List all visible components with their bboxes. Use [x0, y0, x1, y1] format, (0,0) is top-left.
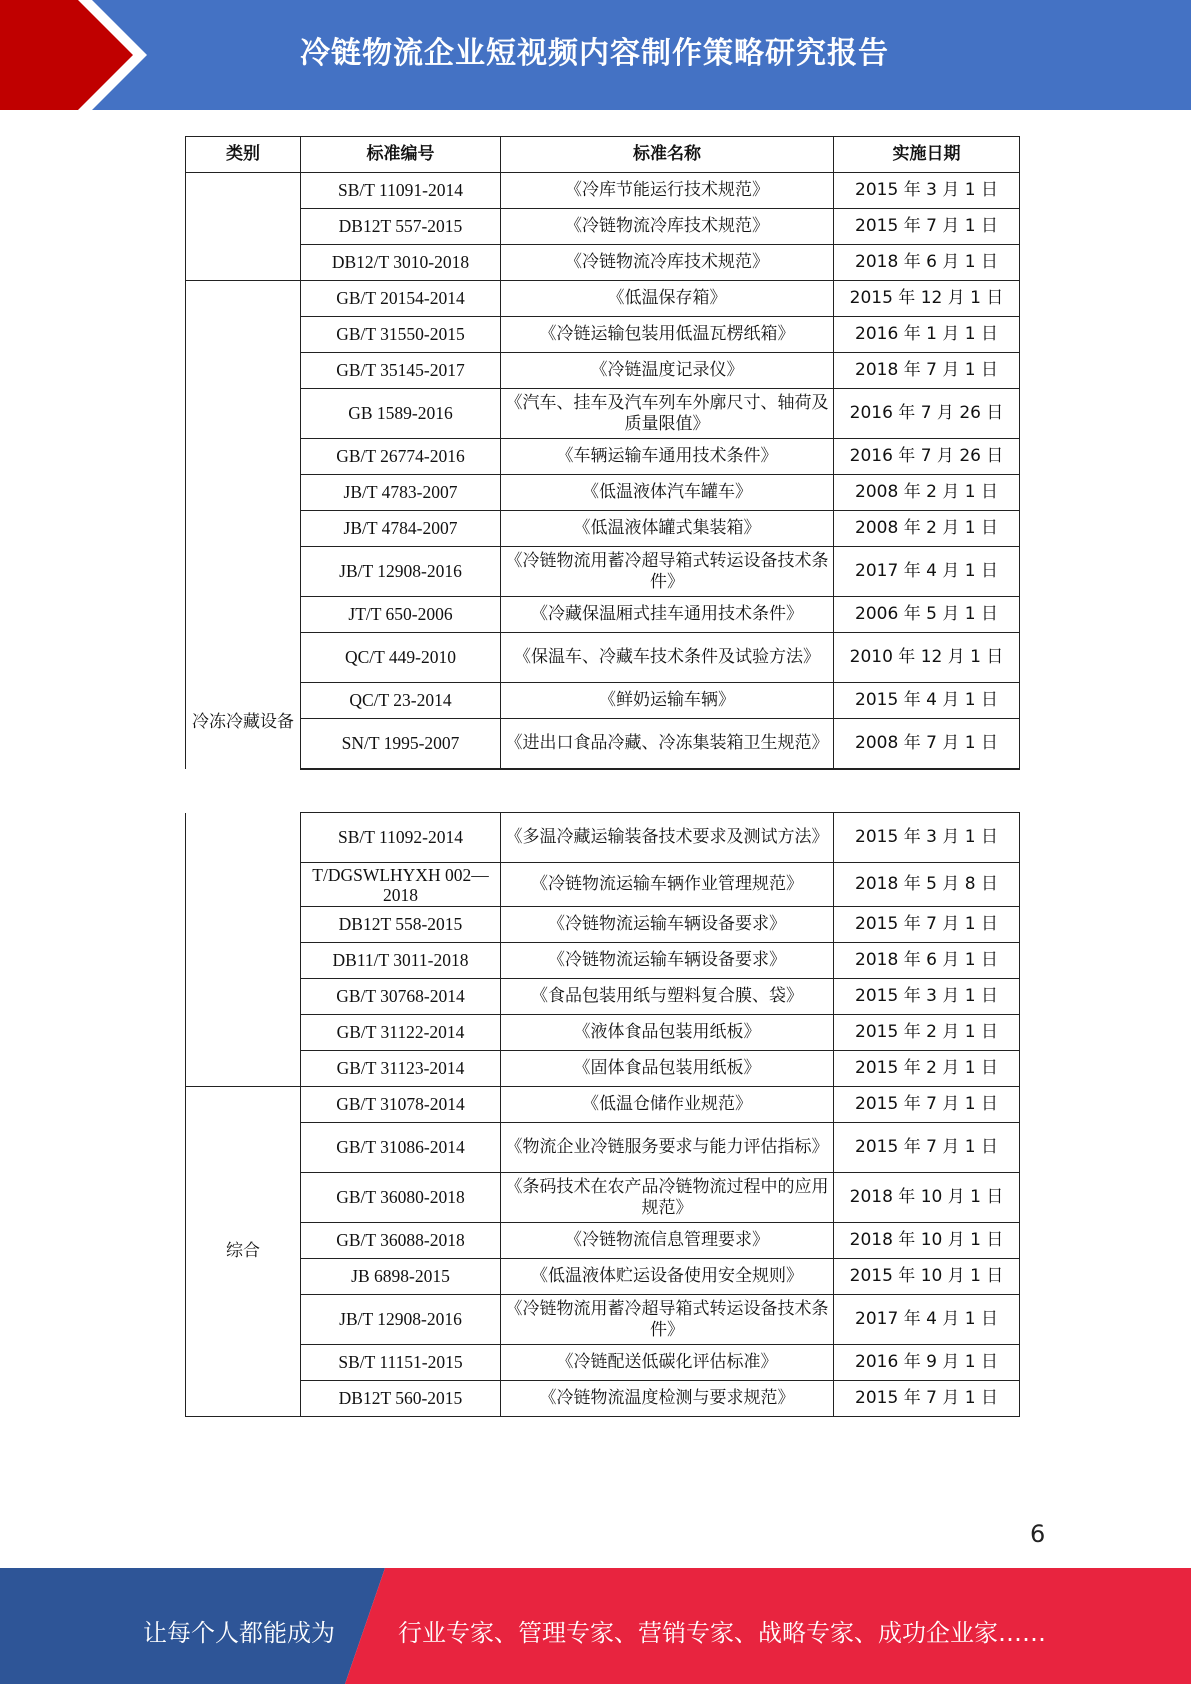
table-row [186, 943, 1020, 979]
standard-name: 《条码技术在农产品冷链物流过程中的应用规范》 [501, 1173, 834, 1223]
standard-name: 《冷藏保温厢式挂车通用技术条件》 [501, 597, 834, 633]
standard-code: DB12T 560-2015 [301, 1381, 501, 1417]
standard-name: 《冷链物流运输车辆作业管理规范》 [501, 863, 834, 907]
page-number: 6 [1030, 1520, 1046, 1548]
standard-code: JB/T 12908-2016 [301, 1295, 501, 1345]
standard-code: GB/T 35145-2017 [301, 353, 501, 389]
effective-date: 2015 年 3 月 1 日 [834, 173, 1020, 209]
effective-date: 2015 年 7 月 1 日 [834, 209, 1020, 245]
table-row [186, 979, 1020, 1015]
standard-code: GB/T 30768-2014 [301, 979, 501, 1015]
table-row [186, 597, 1020, 633]
table-row [186, 1345, 1020, 1381]
standard-code: JB/T 12908-2016 [301, 547, 501, 597]
table-row [186, 1381, 1020, 1417]
effective-date: 2008 年 2 月 1 日 [834, 511, 1020, 547]
effective-date: 2015 年 7 月 1 日 [834, 907, 1020, 943]
standard-name: 《冷链物流冷库技术规范》 [501, 209, 834, 245]
standard-name: 《鲜奶运输车辆》 [501, 683, 834, 719]
table-row [186, 683, 1020, 719]
standard-code: DB12T 557-2015 [301, 209, 501, 245]
table-header-row [186, 137, 1020, 173]
standard-name: 《冷链物流运输车辆设备要求》 [501, 943, 834, 979]
effective-date: 2018 年 10 月 1 日 [834, 1173, 1020, 1223]
standard-name: 《冷库节能运行技术规范》 [501, 173, 834, 209]
table-row [186, 317, 1020, 353]
standard-name: 《车辆运输车通用技术条件》 [501, 439, 834, 475]
standard-code: GB/T 36088-2018 [301, 1223, 501, 1259]
standard-name: 《固体食品包装用纸板》 [501, 1051, 834, 1087]
effective-date: 2018 年 6 月 1 日 [834, 943, 1020, 979]
standard-name: 《冷链物流运输车辆设备要求》 [501, 907, 834, 943]
standard-code: GB/T 26774-2016 [301, 439, 501, 475]
standard-code: GB/T 31550-2015 [301, 317, 501, 353]
effective-date: 2015 年 2 月 1 日 [834, 1015, 1020, 1051]
table-row [186, 813, 1020, 863]
table-row [186, 1087, 1020, 1123]
standard-code: GB/T 20154-2014 [301, 281, 501, 317]
effective-date: 2016 年 1 月 1 日 [834, 317, 1020, 353]
table-row [186, 1223, 1020, 1259]
standard-name: 《多温冷藏运输装备技术要求及测试方法》 [501, 813, 834, 863]
table-row [186, 1051, 1020, 1087]
effective-date: 2015 年 12 月 1 日 [834, 281, 1020, 317]
effective-date: 2018 年 10 月 1 日 [834, 1223, 1020, 1259]
table-row [186, 1123, 1020, 1173]
effective-date: 2008 年 7 月 1 日 [834, 719, 1020, 769]
standard-name: 《低温液体汽车罐车》 [501, 475, 834, 511]
table-row [186, 281, 1020, 317]
standard-code: GB/T 31122-2014 [301, 1015, 501, 1051]
footer-slogan-left: 让每个人都能成为 [143, 1619, 335, 1647]
category-cell-empty [186, 173, 301, 281]
standard-name: 《食品包装用纸与塑料复合膜、袋》 [501, 979, 834, 1015]
effective-date: 2015 年 4 月 1 日 [834, 683, 1020, 719]
effective-date: 2015 年 3 月 1 日 [834, 979, 1020, 1015]
table-row [186, 173, 1020, 209]
table-row [186, 863, 1020, 907]
standard-name: 《低温液体贮运设备使用安全规则》 [501, 1259, 834, 1295]
table-row [186, 439, 1020, 475]
standard-code: JB 6898-2015 [301, 1259, 501, 1295]
standard-code: DB12/T 3010-2018 [301, 245, 501, 281]
table-row [186, 1173, 1020, 1223]
standard-code: SN/T 1995-2007 [301, 719, 501, 769]
effective-date: 2016 年 7 月 26 日 [834, 439, 1020, 475]
effective-date: 2018 年 7 月 1 日 [834, 353, 1020, 389]
table-row [186, 475, 1020, 511]
effective-date: 2015 年 3 月 1 日 [834, 813, 1020, 863]
standard-name: 《冷链配送低碳化评估标准》 [501, 1345, 834, 1381]
standard-name: 《冷链物流用蓄冷超导箱式转运设备技术条件》 [501, 1295, 834, 1345]
standard-code: GB 1589-2016 [301, 389, 501, 439]
effective-date: 2017 年 4 月 1 日 [834, 547, 1020, 597]
table-row [186, 547, 1020, 597]
report-title: 冷链物流企业短视频内容制作策略研究报告 [300, 36, 889, 71]
header-banner [0, 0, 1191, 110]
footer-banner [0, 1568, 1191, 1684]
standard-name: 《低温保存箱》 [501, 281, 834, 317]
table-row [186, 245, 1020, 281]
standard-code: SB/T 11092-2014 [301, 813, 501, 863]
standard-code: DB11/T 3011-2018 [301, 943, 501, 979]
effective-date: 2015 年 10 月 1 日 [834, 1259, 1020, 1295]
standard-code: GB/T 31078-2014 [301, 1087, 501, 1123]
table-row [186, 1015, 1020, 1051]
standard-code: GB/T 31086-2014 [301, 1123, 501, 1173]
standard-code: DB12T 558-2015 [301, 907, 501, 943]
effective-date: 2018 年 6 月 1 日 [834, 245, 1020, 281]
effective-date: 2018 年 5 月 8 日 [834, 863, 1020, 907]
standards-table-part2 [185, 812, 1020, 1417]
standard-name: 《冷链温度记录仪》 [501, 353, 834, 389]
standard-name: 《冷链物流温度检测与要求规范》 [501, 1381, 834, 1417]
effective-date: 2016 年 9 月 1 日 [834, 1345, 1020, 1381]
header-name: 标准名称 [501, 137, 834, 173]
standard-name: 《物流企业冷链服务要求与能力评估指标》 [501, 1123, 834, 1173]
table-row [186, 353, 1020, 389]
table-row [186, 1259, 1020, 1295]
header-red-chevron [0, 0, 150, 110]
table-row [186, 719, 1020, 769]
effective-date: 2015 年 7 月 1 日 [834, 1381, 1020, 1417]
standard-code: QC/T 23-2014 [301, 683, 501, 719]
standard-name: 《进出口食品冷藏、冷冻集装箱卫生规范》 [501, 719, 834, 769]
standard-code: JB/T 4784-2007 [301, 511, 501, 547]
table-row [186, 907, 1020, 943]
standard-code: SB/T 11151-2015 [301, 1345, 501, 1381]
standard-code: QC/T 449-2010 [301, 633, 501, 683]
standard-code: T/DGSWLHYXH 002—2018 [301, 863, 501, 907]
effective-date: 2015 年 7 月 1 日 [834, 1087, 1020, 1123]
standard-code: SB/T 11091-2014 [301, 173, 501, 209]
effective-date: 2006 年 5 月 1 日 [834, 597, 1020, 633]
table-row [186, 1295, 1020, 1345]
effective-date: 2016 年 7 月 26 日 [834, 389, 1020, 439]
standard-name: 《保温车、冷藏车技术条件及试验方法》 [501, 633, 834, 683]
effective-date: 2017 年 4 月 1 日 [834, 1295, 1020, 1345]
standard-name: 《液体食品包装用纸板》 [501, 1015, 834, 1051]
effective-date: 2008 年 2 月 1 日 [834, 475, 1020, 511]
standards-table-part1 [185, 136, 1020, 770]
table-row [186, 209, 1020, 245]
standard-code: JT/T 650-2006 [301, 597, 501, 633]
effective-date: 2015 年 2 月 1 日 [834, 1051, 1020, 1087]
standard-code: GB/T 31123-2014 [301, 1051, 501, 1087]
standard-code: GB/T 36080-2018 [301, 1173, 501, 1223]
standard-code: JB/T 4783-2007 [301, 475, 501, 511]
standard-name: 《冷链物流冷库技术规范》 [501, 245, 834, 281]
effective-date: 2015 年 7 月 1 日 [834, 1123, 1020, 1173]
standard-name: 《汽车、挂车及汽车列车外廓尺寸、轴荷及质量限值》 [501, 389, 834, 439]
standard-name: 《冷链运输包装用低温瓦楞纸箱》 [501, 317, 834, 353]
header-date: 实施日期 [834, 137, 1020, 173]
standard-name: 《低温液体罐式集装箱》 [501, 511, 834, 547]
standard-name: 《冷链物流用蓄冷超导箱式转运设备技术条件》 [501, 547, 834, 597]
header-category: 类别 [186, 137, 301, 173]
category-refrigeration-equipment: 冷冻冷藏设备 [186, 281, 301, 769]
footer-slogan-right: 行业专家、管理专家、营销专家、战略专家、成功企业家…… [398, 1619, 1046, 1647]
header-code: 标准编号 [301, 137, 501, 173]
standard-name: 《冷链物流信息管理要求》 [501, 1223, 834, 1259]
standard-name: 《低温仓储作业规范》 [501, 1087, 834, 1123]
table-row [186, 511, 1020, 547]
category-cell-continued [186, 813, 301, 1087]
category-general: 综合 [186, 1087, 301, 1417]
effective-date: 2010 年 12 月 1 日 [834, 633, 1020, 683]
table-row [186, 389, 1020, 439]
table-row [186, 633, 1020, 683]
